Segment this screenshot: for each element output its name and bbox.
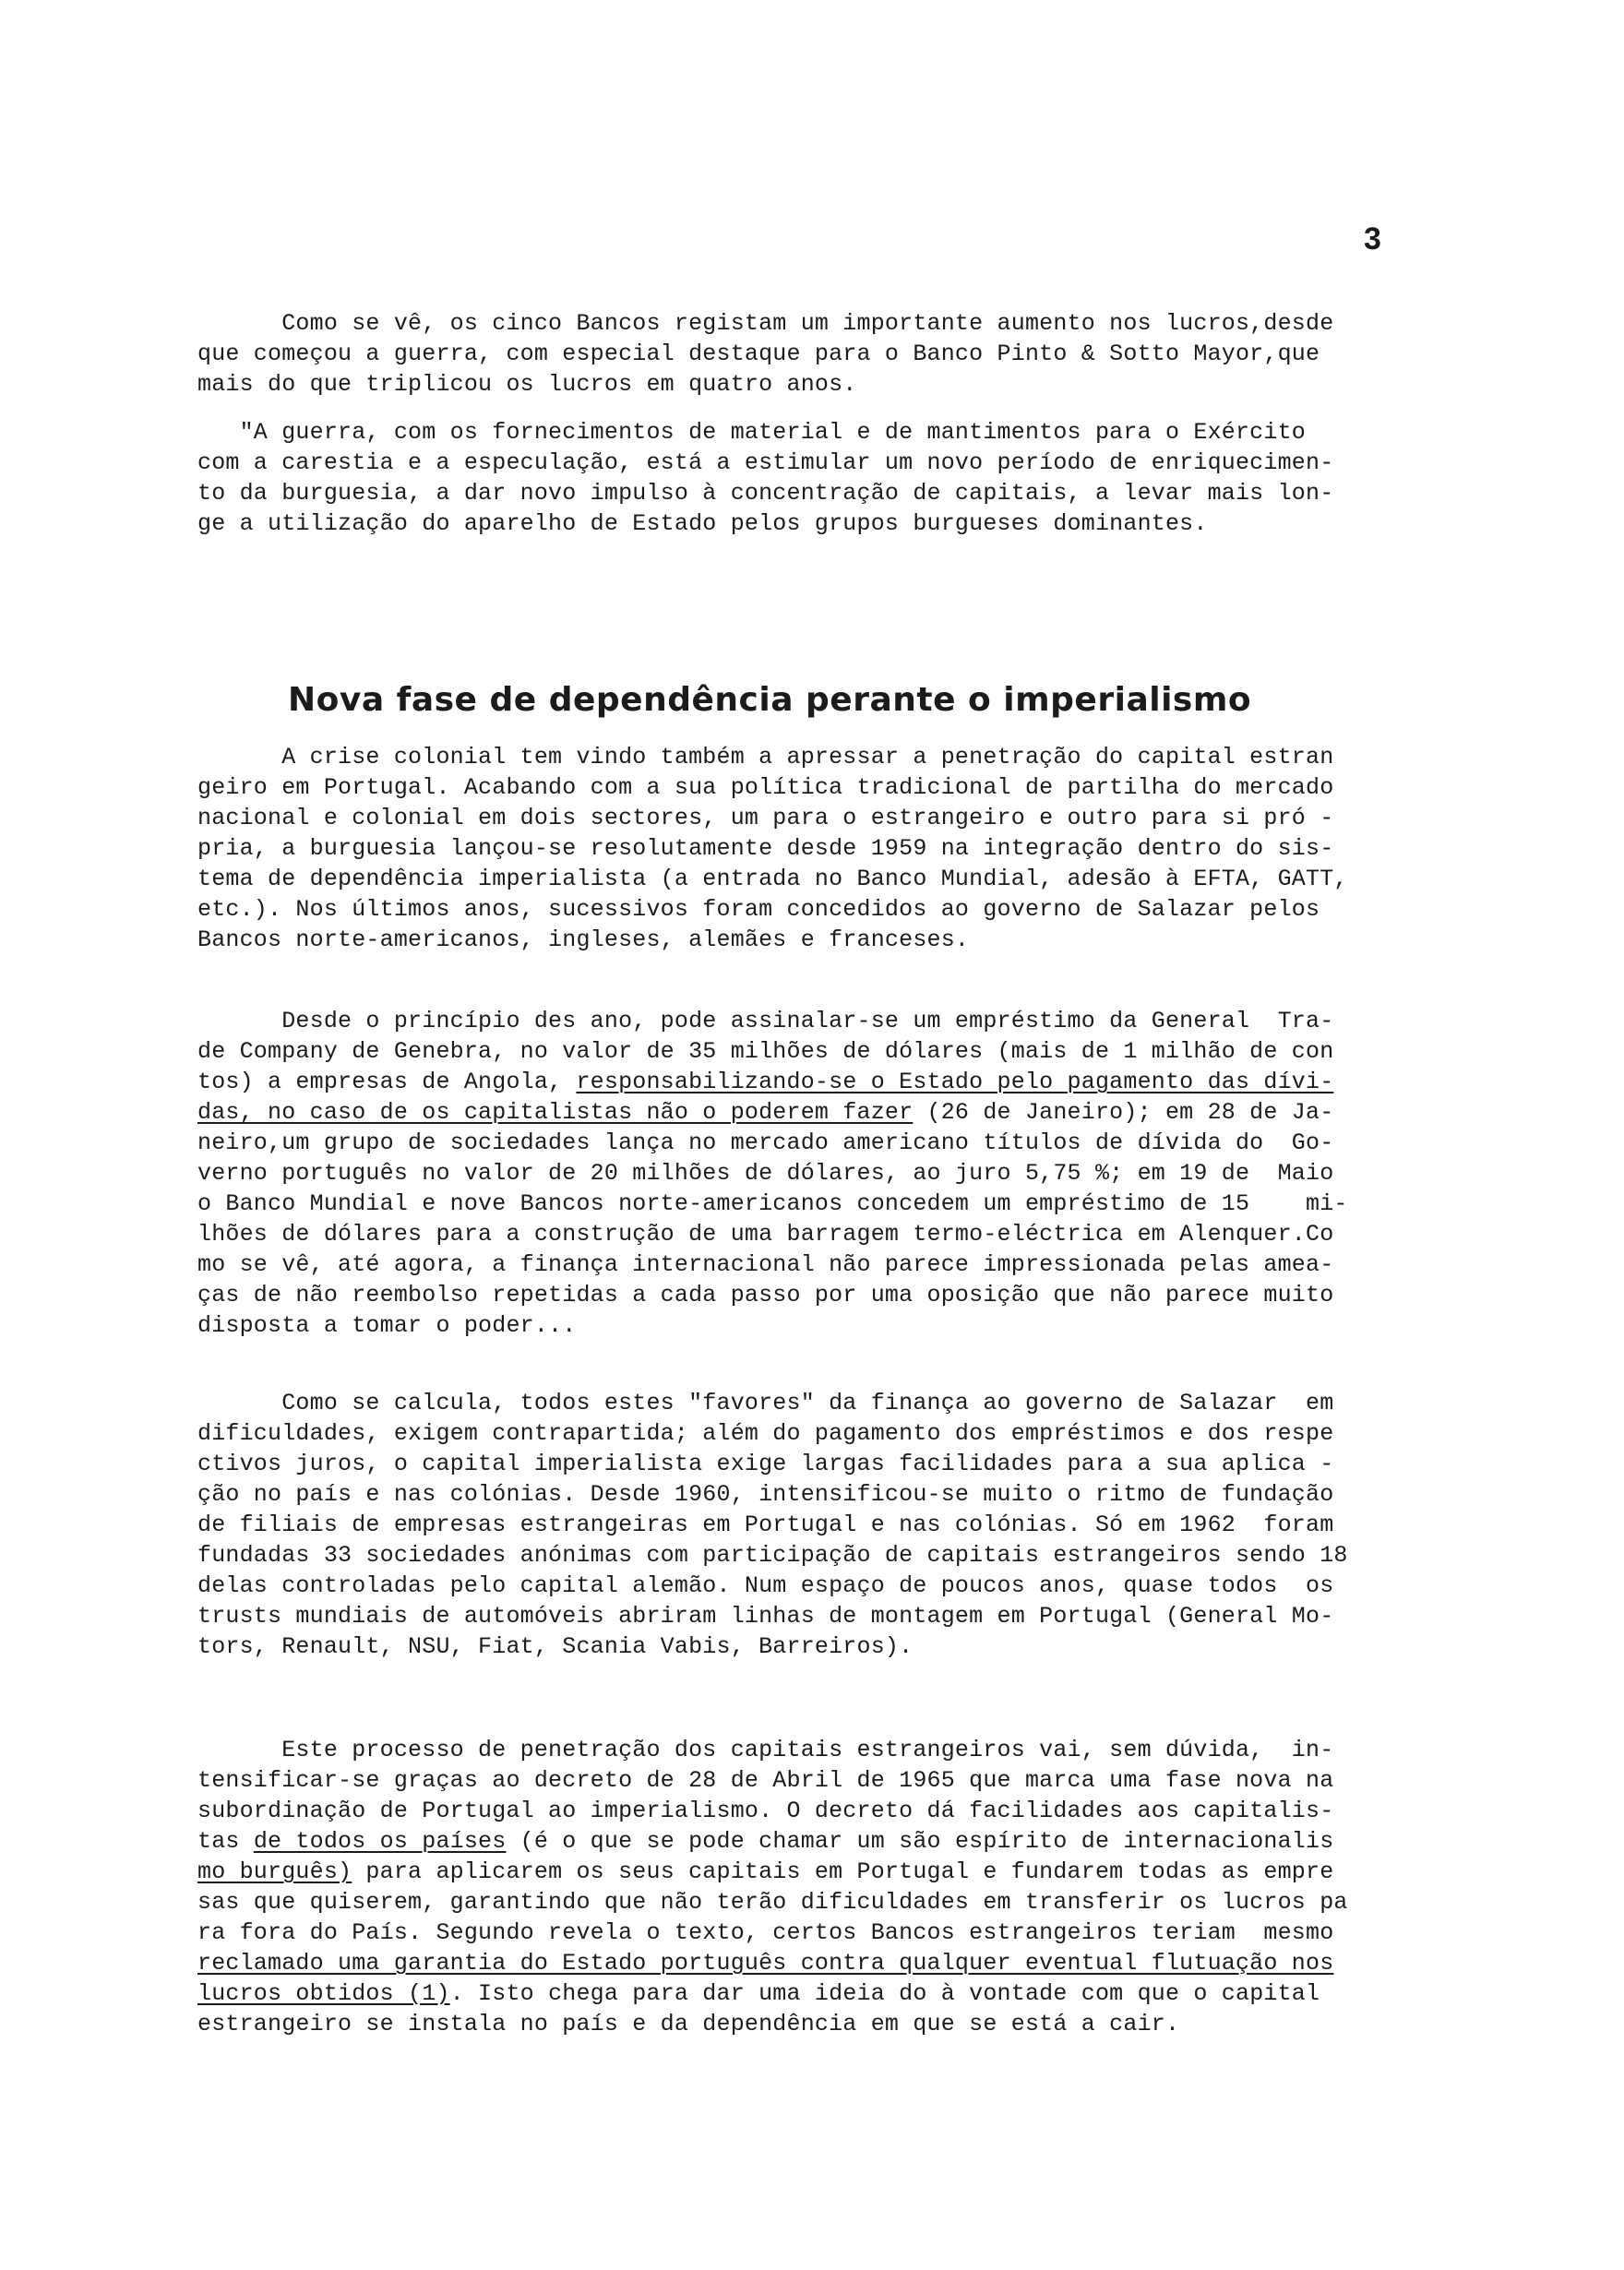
text-line: ra fora do País. Segundo revela o texto, certos Bancos estrangeiros teriam mesmo <box>197 1919 1334 1946</box>
text-line: mais do que triplicou os lucros em quatro anos. <box>197 371 857 398</box>
text-line: Este processo de penetração dos capitais estrangeiros vai, sem dúvida, in- <box>197 1737 1334 1763</box>
text-line-underlined <box>197 1948 1425 1978</box>
text-line: sas que quiserem, garantindo que não terão dificuldades em transferir os lucros pa <box>197 1889 1348 1916</box>
text-line: Como se vê, os cinco Bancos registam um importante aumento nos lucros,desde <box>197 310 1334 337</box>
text-line: de Company de Genebra, no valor de 35 milhões de dólares (mais de 1 milhão de con <box>197 1038 1334 1065</box>
text-line: ças de não reembolso repetidas a cada passo por uma oposição que não parece muito <box>197 1282 1334 1308</box>
underlined-text: responsabilizando-se o Estado pelo pagamento das dívi- <box>576 1069 1334 1095</box>
text-line: ctivos juros, o capital imperialista exige largas facilidades para a sua aplica - <box>197 1451 1334 1477</box>
underlined-text: lucros obtidos (1) <box>197 1980 450 2007</box>
paragraph-favours <box>197 1388 1425 1662</box>
text-line: o Banco Mundial e nove Bancos norte-americanos concedem um empréstimo de 15 mi- <box>197 1190 1348 1217</box>
text-line-underlined: mo burguês) para aplicarem os seus capitais em Portugal e fundarem todas as empre <box>197 1858 1334 1885</box>
text-line: tors, Renault, NSU, Fiat, Scania Vabis, Barreiros). <box>197 1633 914 1660</box>
paragraph-colonial-crisis <box>197 742 1425 955</box>
text-line: geiro em Portugal. Acabando com a sua política tradicional de partilha do mercado <box>197 774 1334 801</box>
paragraph-banks-profits <box>197 308 1425 400</box>
text-line: to da burguesia, a dar novo impulso à concentração de capitais, a levar mais lon- <box>197 480 1334 507</box>
text-line: dificuldades, exigem contrapartida; além do pagamento dos empréstimos e dos respe <box>197 1420 1334 1447</box>
text-line: delas controladas pelo capital alemão. Num espaço de poucos anos, quase todos os <box>197 1572 1334 1599</box>
underlined-text: reclamado uma garantia do Estado português contra qualquer eventual flutuação nos <box>197 1950 1334 1977</box>
text-line: Desde o princípio des ano, pode assinalar-se um empréstimo da General Tra- <box>197 1008 1334 1034</box>
underlined-text: mo burguês) <box>197 1858 352 1885</box>
text-line: neiro,um grupo de sociedades lança no mercado americano títulos de dívida do Go- <box>197 1129 1334 1156</box>
text-line: verno português no valor de 20 milhões de dólares, ao juro 5,75 %; em 19 de Maio <box>197 1160 1334 1187</box>
text-line: que começou a guerra, com especial destaque para o Banco Pinto & Sotto Mayor,que <box>197 340 1320 367</box>
text-line: com a carestia e a especulação, está a estimular um novo período de enriquecimen- <box>197 449 1334 476</box>
text-line: nacional e colonial em dois sectores, um para o estrangeiro e outro para si pró - <box>197 805 1334 831</box>
text-line-underlined: tas de todos os países (é o que se pode chamar um são espírito de internacionalis <box>197 1828 1334 1855</box>
text-line: Como se calcula, todos estes "favores" da finança ao governo de Salazar em <box>197 1390 1334 1416</box>
text-line: trusts mundiais de automóveis abriram linhas de montagem em Portugal (General Mo- <box>197 1603 1334 1630</box>
text-line-underlined: das, no caso de os capitalistas não o poderem fazer (26 de Janeiro); em 28 de Ja- <box>197 1099 1334 1126</box>
paragraph-war-quote <box>197 417 1425 539</box>
text-line: lhões de dólares para a construção de uma barragem termo-eléctrica em Alenquer.Co <box>197 1221 1334 1248</box>
underlined-text: das, no caso de os capitalistas não o poderem fazer <box>197 1099 914 1126</box>
text-line: disposta a tomar o poder... <box>197 1312 577 1339</box>
text-line: Bancos norte-americanos, ingleses, alemães e franceses. <box>197 926 970 953</box>
underlined-text: de todos os países <box>253 1828 507 1855</box>
text-line-underlined: tos) a empresas de Angola, responsabilizando-se o Estado pelo pagamento das dívi- <box>197 1069 1334 1095</box>
page-number: 3 <box>1364 221 1381 257</box>
paragraph-decree <box>197 1735 1425 2039</box>
text-line: ge a utilização do aparelho de Estado pelos grupos burgueses dominantes. <box>197 510 1208 537</box>
paragraph-loans <box>197 1006 1425 1341</box>
text-line: de filiais de empresas estrangeiras em Portugal e nas colónias. Só em 1962 foram <box>197 1511 1334 1538</box>
text-line: estrangeiro se instala no país e da dependência em que se está a cair. <box>197 2011 1180 2037</box>
text-line: fundadas 33 sociedades anónimas com participação de capitais estrangeiros sendo 18 <box>197 1542 1348 1569</box>
section-heading: Nova fase de dependência perante o imperialismo <box>288 681 1252 719</box>
text-line: subordinação de Portugal ao imperialismo. O decreto dá facilidades aos capitalis- <box>197 1798 1334 1824</box>
text-line: tema de dependência imperialista (a entrada no Banco Mundial, adesão à EFTA, GATT, <box>197 866 1348 892</box>
text-line: etc.). Nos últimos anos, sucessivos foram concedidos ao governo de Salazar pelos <box>197 896 1320 923</box>
text-line: "A guerra, com os fornecimentos de material e de mantimentos para o Exército <box>197 419 1306 446</box>
text-line: tensificar-se graças ao decreto de 28 de Abril de 1965 que marca uma fase nova na <box>197 1767 1334 1794</box>
text-line: ção no país e nas colónias. Desde 1960, intensificou-se muito o ritmo de fundação <box>197 1481 1334 1508</box>
text-line-underlined: lucros obtidos (1). Isto chega para dar uma ideia do à vontade com que o capital <box>197 1980 1320 2007</box>
text-line: mo se vê, até agora, a finança internacional não parece impressionada pelas amea- <box>197 1251 1334 1278</box>
text-line: pria, a burguesia lançou-se resolutamente desde 1959 na integração dentro do sis- <box>197 835 1334 862</box>
text-line: A crise colonial tem vindo também a apressar a penetração do capital estran <box>197 744 1334 771</box>
